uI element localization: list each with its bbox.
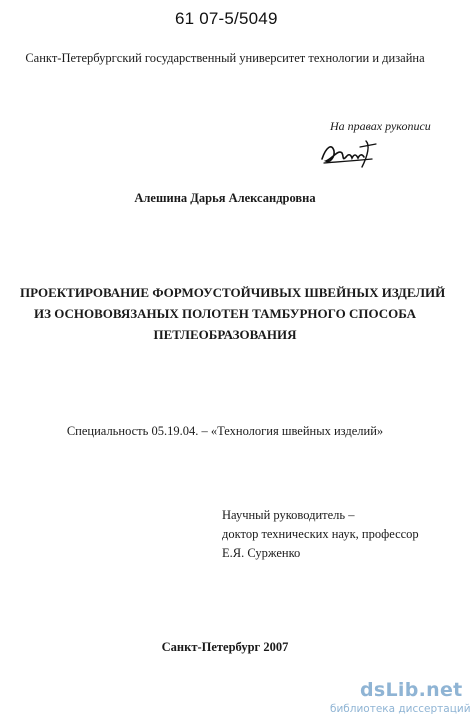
watermark-logo: dsLib.net <box>360 679 463 701</box>
university-name: Санкт-Петербургский государственный университет технологии и дизайна <box>25 51 425 65</box>
archive-number: 61 07-5/5049 <box>175 9 278 28</box>
watermark <box>330 679 471 719</box>
specialty-line: Специальность 05.19.04. – «Технология швейных изделий» <box>66 424 384 438</box>
city-year: Санкт-Петербург 2007 <box>161 640 289 654</box>
supervisor-role: Научный руководитель – <box>222 508 355 522</box>
author-name: Алешина Дарья Александровна <box>134 191 316 205</box>
thesis-title-line-3: ПЕТЛЕОБРАЗОВАНИЯ <box>153 327 297 342</box>
thesis-title-line-1: ПРОЕКТИРОВАНИЕ ФОРМОУСТОЙЧИВЫХ ШВЕЙНЫХ ИЗДЕЛИЙ <box>20 285 446 300</box>
supervisor-degree: доктор технических наук, профессор <box>222 527 419 541</box>
supervisor-name: Е.Я. Сурженко <box>222 546 301 560</box>
supervisor-block <box>222 506 419 563</box>
watermark-subtitle: библиотека диссертаций <box>330 703 471 715</box>
thesis-title <box>20 282 446 345</box>
thesis-title-line-2: ИЗ ОСНОВОВЯЗАНЫХ ПОЛОТЕН ТАМБУРНОГО СПОСОБА <box>33 306 417 321</box>
handwritten-signature <box>318 137 380 171</box>
manuscript-note: На правах рукописи <box>330 119 431 133</box>
